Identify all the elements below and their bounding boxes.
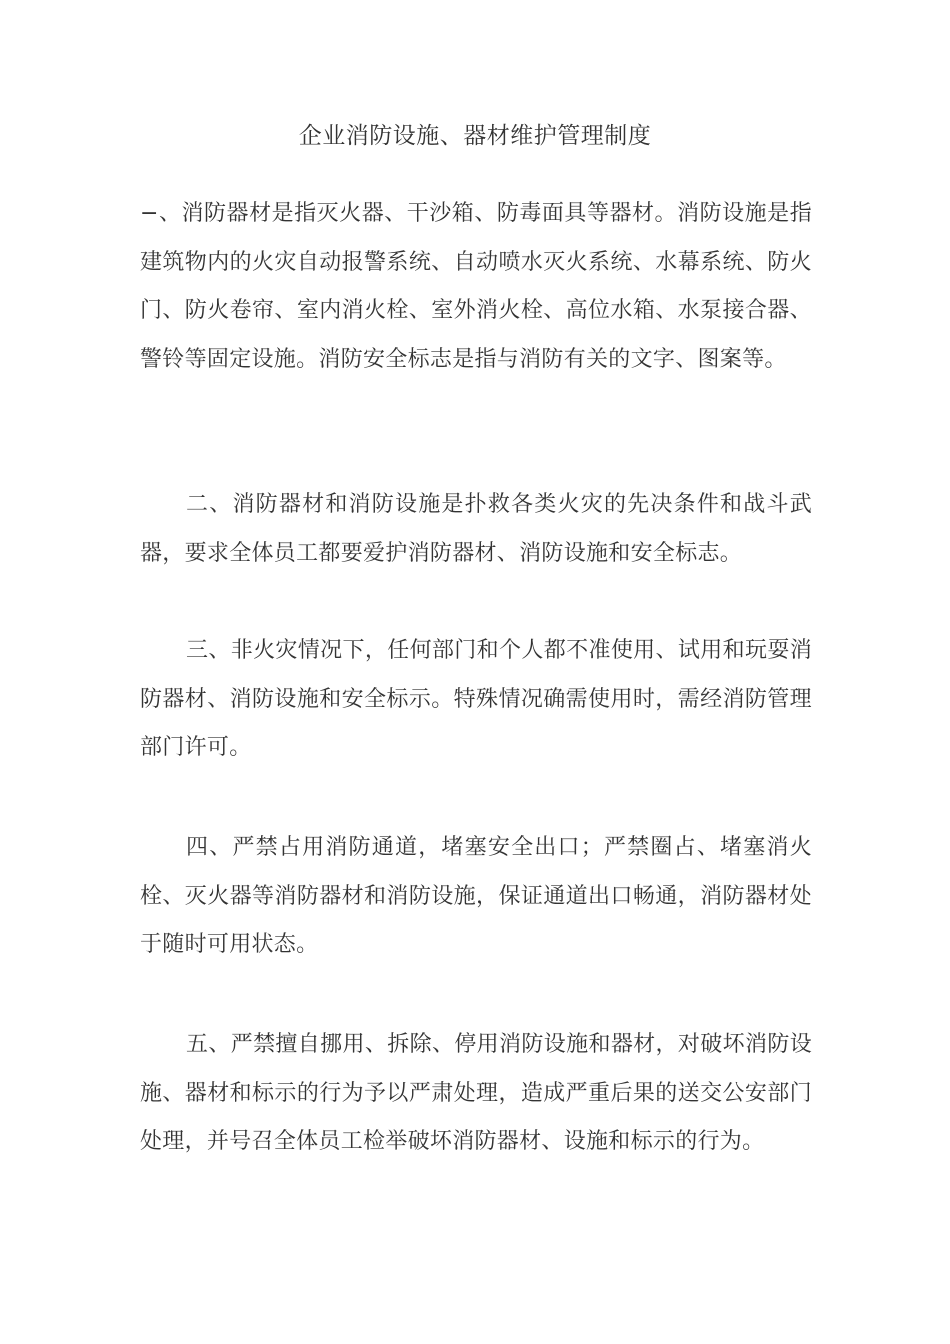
paragraph-2: 二、消防器材和消防设施是扑救各类火灾的先决条件和战斗武器，要求全体员工都要爱护消防器材、消防设施和安全标志。 — [140, 492, 812, 566]
paragraph-5: 五、严禁擅自挪用、拆除、停用消防设施和器材，对破坏消防设施、器材和标示的行为予以严肃处理，造成严重后果的送交公安部门处理，并号召全体员工检举破坏消防器材、设施和标示的行为。 — [140, 1032, 812, 1154]
paragraph-4: 四、严禁占用消防通道，堵塞安全出口；严禁圈占、堵塞消火栓、灭火器等消防器材和消防设施，保证通道出口畅通，消防器材处于随时可用状态。 — [140, 835, 812, 957]
paragraph-1: −、消防器材是指灭火器、干沙箱、防毒面具等器材。消防设施是指建筑物内的火灾自动报警系统、自动喷水灭火系统、水幕系统、防火门、防火卷帘、室内消火栓、室外消火栓、高位水箱、水泵接合器、警铃等固定设施。消防安全标志是指与消防有关的文字、图案等。 — [140, 201, 812, 372]
paragraph-3: 三、非火灾情况下，任何部门和个人都不准使用、试用和玩耍消防器材、消防设施和安全标示。特殊情况确需使用时，需经消防管理部门许可。 — [140, 638, 812, 760]
document-title: 企业消防设施、器材维护管理制度 — [298, 123, 652, 149]
